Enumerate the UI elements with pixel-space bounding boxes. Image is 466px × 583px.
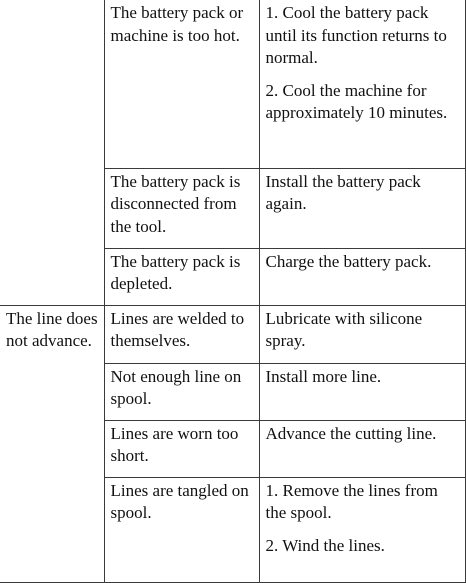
cause-text: The battery pack is disconnected from the tool. xyxy=(110,171,241,236)
table-row xyxy=(0,305,465,363)
cause-cell xyxy=(104,305,259,363)
cause-cell xyxy=(104,168,259,248)
solution-step: Charge the battery pack. xyxy=(265,251,432,271)
solution-step: Install the battery pack again. xyxy=(265,171,421,213)
cause-text: Lines are worn too short. xyxy=(110,423,239,465)
solution-step: 2. Wind the lines. xyxy=(265,535,385,555)
solution-step: 2. Cool the machine for approximately 10 minutes. xyxy=(265,80,448,122)
solution-cell xyxy=(259,0,465,168)
solution-step: Advance the cutting line. xyxy=(265,423,437,443)
cause-text: The battery pack or machine is too hot. xyxy=(110,3,244,45)
cause-cell xyxy=(104,0,259,168)
solution-cell xyxy=(259,248,465,305)
cause-text: Lines are welded to themselves. xyxy=(110,308,245,350)
solution-cell xyxy=(259,420,465,477)
solution-step: 1. Remove the lines from the spool. xyxy=(265,480,438,522)
table-row xyxy=(0,0,465,168)
problem-text: The line does not advance. xyxy=(6,308,98,350)
problem-cell xyxy=(0,0,104,305)
solution-cell xyxy=(259,305,465,363)
cause-cell xyxy=(104,363,259,420)
solution-step: 1. Cool the battery pack until its function returns to normal. xyxy=(265,3,447,67)
cause-text: Lines are tangled on spool. xyxy=(110,480,249,522)
solution-cell xyxy=(259,168,465,248)
solution-step: Install more line. xyxy=(265,366,382,386)
cause-text: The battery pack is depleted. xyxy=(110,251,241,293)
cause-cell xyxy=(104,248,259,305)
problem-cell xyxy=(0,305,104,582)
solution-cell xyxy=(259,363,465,420)
solution-cell xyxy=(259,477,465,582)
solution-step: Lubricate with silicone spray. xyxy=(265,308,423,350)
cause-cell xyxy=(104,477,259,582)
cause-text: Not enough line on spool. xyxy=(110,366,242,408)
cause-cell xyxy=(104,420,259,477)
